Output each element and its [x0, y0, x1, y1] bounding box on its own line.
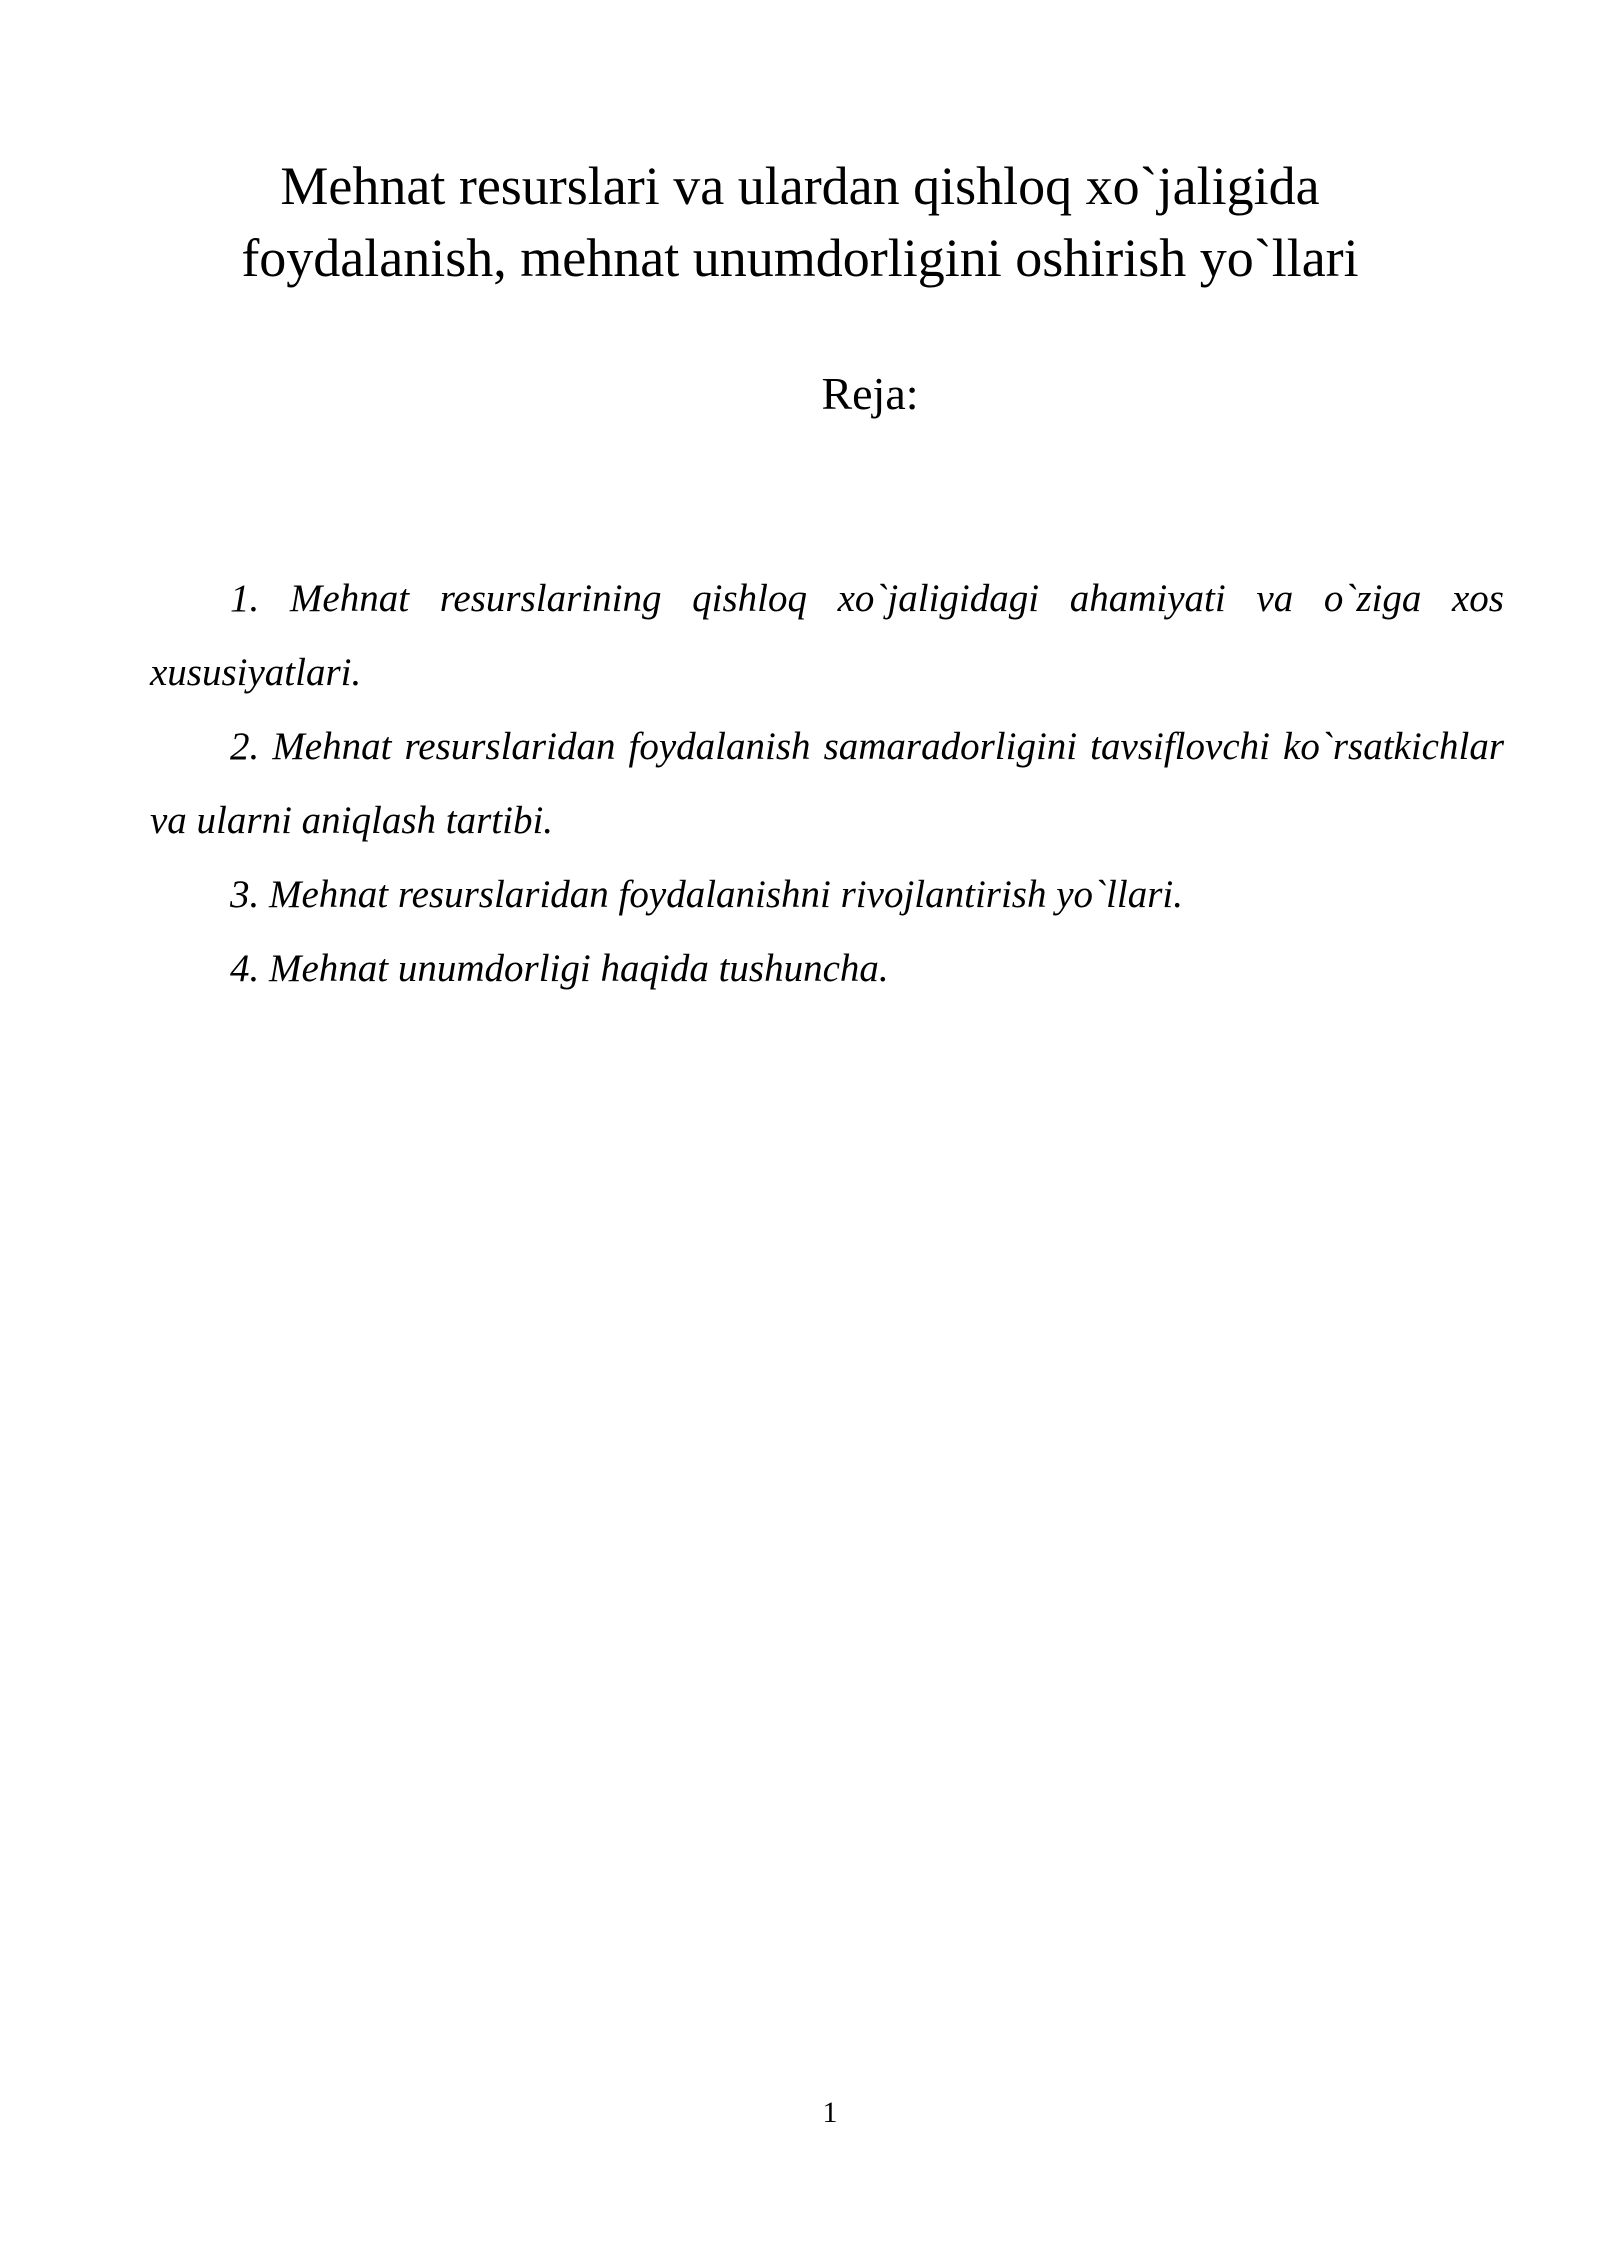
document-title-line-1: Mehnat resurslari va ulardan qishloq xo`jaligida	[280, 156, 1320, 216]
plan-item-3: 3. Mehnat resurslaridan foydalanishni rivojlantirish yo`llari.	[230, 873, 1183, 916]
document-title-line-2: foydalanish, mehnat unumdorligini oshirish yo`llari	[241, 228, 1359, 288]
page-number: 1	[822, 2096, 838, 2129]
plan-item-2: 2. Mehnat resurslaridan foydalanish samaradorligini tavsiflovchi ko`rsatkichlar va ularni aniqlash tartibi.	[150, 725, 1504, 842]
plan-list	[150, 562, 1504, 1006]
plan-heading: Reja:	[821, 368, 919, 419]
plan-item-1: 1. Mehnat resurslarining qishloq xo`jaligidagi ahamiyati va o`ziga xos xususiyatlari.	[150, 577, 1504, 694]
document-title	[150, 150, 1450, 294]
plan-item-4: 4. Mehnat unumdorligi haqida tushuncha.	[230, 947, 889, 990]
